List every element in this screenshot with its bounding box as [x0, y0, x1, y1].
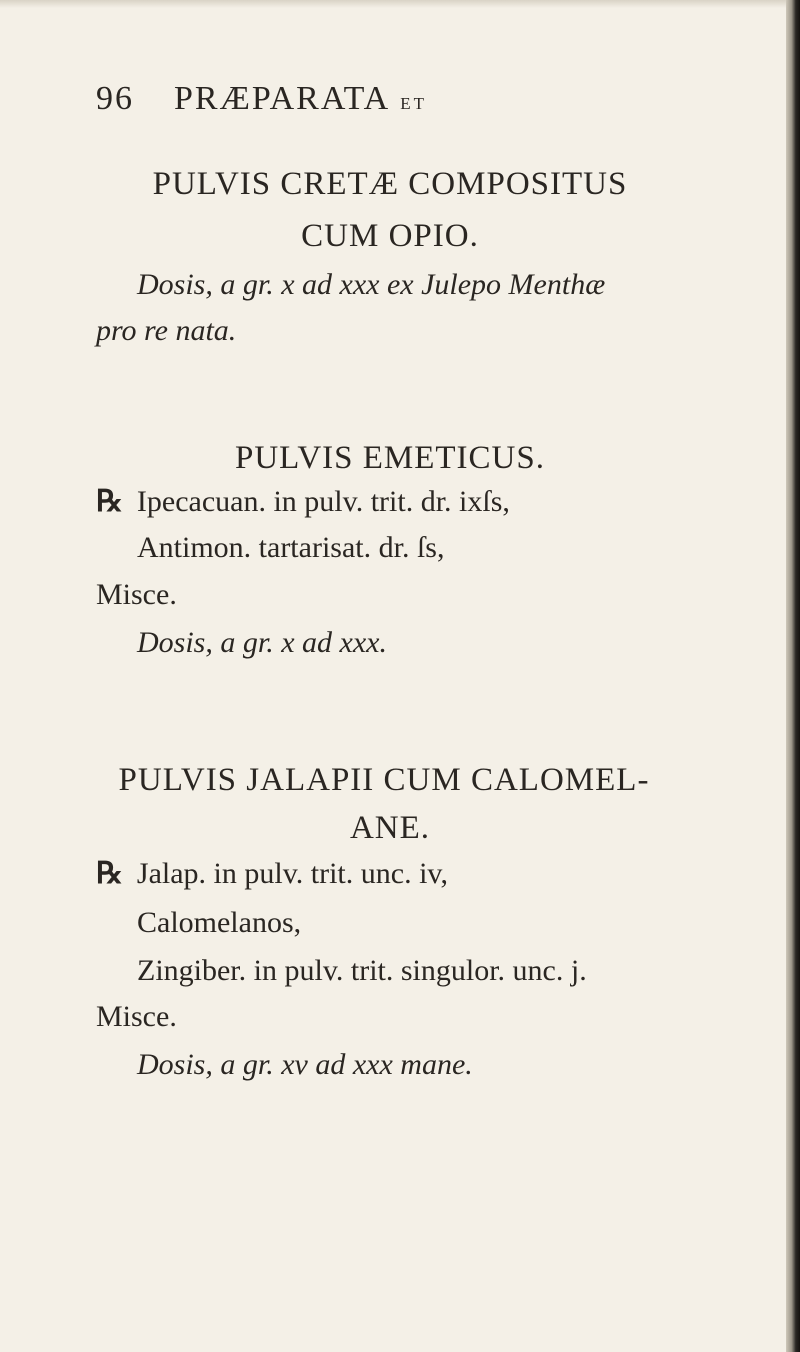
section-3-ingredient-3: Zingiber. in pulv. trit. singulor. unc. j.	[137, 954, 587, 987]
section-1-title-line-2: CUM OPIO.	[301, 218, 479, 254]
section-3-dose: Dosis, a gr. xv ad xxx mane.	[137, 1048, 473, 1081]
section-3-ingredient-2: Calomelanos,	[137, 906, 302, 939]
section-2-instruction: Misce.	[96, 578, 177, 611]
section-3-instruction: Misce.	[96, 1000, 177, 1033]
section-1-title-line-1: PULVIS CRETÆ COMPOSITUS	[152, 166, 628, 202]
catchword: ET	[400, 94, 428, 113]
recipe-symbol: ℞	[96, 485, 123, 518]
running-header	[96, 80, 696, 118]
section-2-title: PULVIS EMETICUS.	[235, 440, 545, 476]
section-2-ingredient-2: Antimon. tartarisat. dr. ſs,	[137, 531, 445, 564]
section-3-title-line-1: PULVIS JALAPII CUM CALOMEL-	[118, 762, 650, 798]
page-binding-edge	[786, 0, 800, 1352]
section-2-dose: Dosis, a gr. x ad xxx.	[137, 626, 387, 659]
section-3-title-line-2: ANE.	[349, 810, 431, 846]
section-2-ingredient-1	[96, 484, 510, 519]
page-number: 96	[96, 80, 134, 117]
ingredient-text: Jalap. in pulv. trit. unc. iv,	[136, 857, 448, 890]
page-top-edge	[0, 0, 800, 8]
section-1-dose-line-2: pro re nata.	[96, 314, 237, 347]
section-1-dose-line-1: Dosis, a gr. x ad xxx ex Julepo Menthæ	[137, 268, 606, 301]
section-3-ingredient-1	[96, 856, 448, 891]
running-title: PRÆPARATA	[174, 80, 391, 117]
ingredient-text: Ipecacuan. in pulv. trit. dr. ixſs,	[136, 485, 510, 518]
recipe-symbol: ℞	[96, 857, 123, 890]
